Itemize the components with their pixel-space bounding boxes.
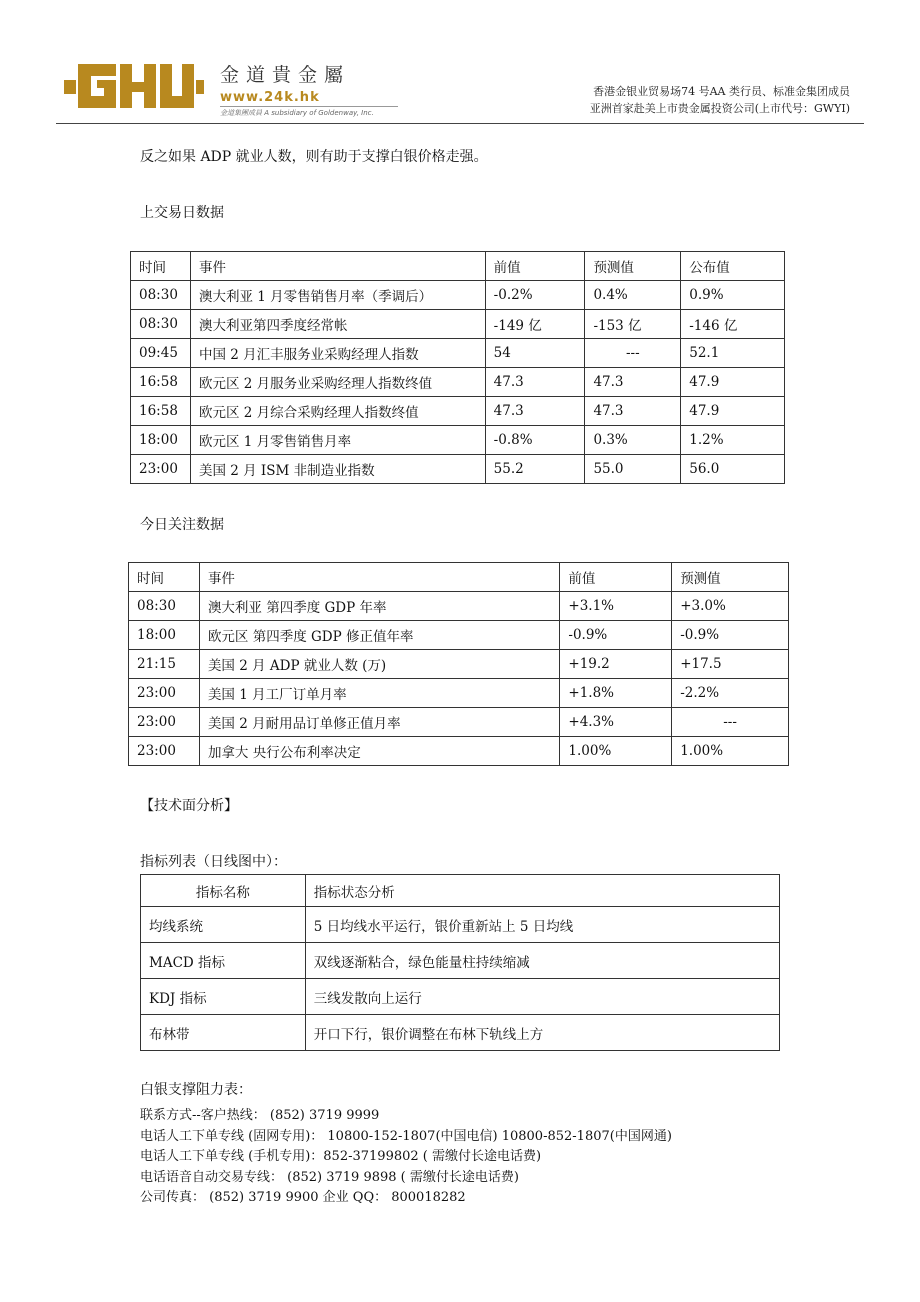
- table-row: [131, 339, 785, 368]
- table-cell: -0.8%: [485, 426, 585, 455]
- table-cell: 16:58: [131, 397, 191, 426]
- table-cell: 中国 2 月汇丰服务业采购经理人指数: [190, 339, 485, 368]
- table-cell: +19.2: [560, 650, 672, 679]
- contact-line: 公司传真： (852) 3719 9900 企业 QQ： 800018282: [140, 1190, 466, 1205]
- table-cell: 0.9%: [681, 281, 785, 310]
- table-row: [131, 281, 785, 310]
- table-cell: 欧元区 1 月零售销售月率: [190, 426, 485, 455]
- table-row: [141, 943, 780, 979]
- table-header-cell: 预测值: [585, 252, 681, 281]
- table-header-row: [129, 563, 789, 592]
- table-header-cell: 事件: [190, 252, 485, 281]
- table-row: [131, 426, 785, 455]
- table-row: [141, 979, 780, 1015]
- today-table: [128, 562, 789, 766]
- table-cell: 54: [485, 339, 585, 368]
- table-cell: -0.9%: [560, 621, 672, 650]
- table-row: [129, 621, 789, 650]
- table-cell: 5 日均线水平运行，银价重新站上 5 日均线: [305, 907, 779, 943]
- table-cell: +3.1%: [560, 592, 672, 621]
- table-cell: -0.9%: [672, 621, 789, 650]
- table-row: [141, 907, 780, 943]
- table-header-row: [131, 252, 785, 281]
- table-cell: 0.3%: [585, 426, 681, 455]
- table-cell: -146 亿: [681, 310, 785, 339]
- table-cell: 52.1: [681, 339, 785, 368]
- table-cell: 16:58: [131, 368, 191, 397]
- table-row: [129, 679, 789, 708]
- table-cell: 21:15: [129, 650, 200, 679]
- brand-block: [220, 60, 398, 118]
- table-cell: 18:00: [129, 621, 200, 650]
- table-header-cell: 指标名称: [141, 875, 306, 907]
- tech-title: 【技术面分析】: [140, 798, 238, 814]
- company-logo: [64, 58, 204, 114]
- indicator-list-title: 指标列表（日线图中）：: [140, 854, 287, 870]
- table-row: [131, 368, 785, 397]
- header-info-line-1: 香港金银业贸易场74 号AA 类行员、标准金集团成员: [593, 85, 850, 98]
- table-cell: 1.00%: [560, 737, 672, 766]
- table-cell: 47.9: [681, 368, 785, 397]
- contact-line: 电话语音自动交易专线： (852) 3719 9898 ( 需缴付长途电话费): [140, 1169, 519, 1185]
- table-cell: 0.4%: [585, 281, 681, 310]
- table-cell: 23:00: [129, 737, 200, 766]
- table-row: [131, 455, 785, 484]
- table-cell: 澳大利亚 第四季度 GDP 年率: [199, 592, 559, 621]
- table-row: [129, 650, 789, 679]
- table-cell: 布林带: [141, 1015, 306, 1051]
- table-cell: 欧元区 2 月服务业采购经理人指数终值: [190, 368, 485, 397]
- table-cell: 47.3: [585, 368, 681, 397]
- table-cell: 均线系统: [141, 907, 306, 943]
- table-cell: 欧元区 2 月综合采购经理人指数终值: [190, 397, 485, 426]
- table-cell: -149 亿: [485, 310, 585, 339]
- table-cell: +17.5: [672, 650, 789, 679]
- intro-text: 反之如果 ADP 就业人数，则有助于支撑白银价格走强。: [140, 149, 488, 165]
- prev-day-title: 上交易日数据: [140, 205, 224, 221]
- table-cell: 加拿大 央行公布利率决定: [199, 737, 559, 766]
- prev-day-table: [130, 251, 785, 484]
- table-cell: 23:00: [131, 455, 191, 484]
- today-title: 今日关注数据: [140, 517, 224, 533]
- brand-subtitle: 金道集團成員 A subsidiary of Goldenway, Inc.: [220, 106, 398, 118]
- table-cell: 澳大利亚第四季度经常帐: [190, 310, 485, 339]
- brand-name: 金道貴金屬: [220, 64, 351, 86]
- table-cell: 欧元区 第四季度 GDP 修正值年率: [199, 621, 559, 650]
- brand-url[interactable]: www.24k.hk: [220, 90, 320, 105]
- table-row: [131, 310, 785, 339]
- table-row: [141, 1015, 780, 1051]
- table-cell: 双线逐渐粘合，绿色能量柱持续缩减: [305, 943, 779, 979]
- table-cell: 美国 2 月 ISM 非制造业指数: [190, 455, 485, 484]
- table-header-cell: 时间: [131, 252, 191, 281]
- table-header-cell: 指标状态分析: [305, 875, 779, 907]
- table-cell: 47.3: [585, 397, 681, 426]
- contact-line: 联系方式--客户热线： (852) 3719 9999: [140, 1108, 380, 1123]
- table-cell: 56.0: [681, 455, 785, 484]
- table-cell: 23:00: [129, 679, 200, 708]
- contact-block: [140, 1106, 672, 1209]
- table-cell: +3.0%: [672, 592, 789, 621]
- support-resistance-title: 白银支撑阻力表：: [140, 1082, 252, 1098]
- table-cell: 美国 2 月 ADP 就业人数 (万): [199, 650, 559, 679]
- table-cell: 08:30: [131, 310, 191, 339]
- table-cell: 三线发散向上运行: [305, 979, 779, 1015]
- table-cell: KDJ 指标: [141, 979, 306, 1015]
- table-cell: 55.2: [485, 455, 585, 484]
- table-row: [129, 592, 789, 621]
- header-info: [590, 83, 850, 117]
- table-cell: 09:45: [131, 339, 191, 368]
- table-row: [131, 397, 785, 426]
- table-cell: ---: [585, 339, 681, 368]
- table-row: [129, 737, 789, 766]
- table-header-cell: 前值: [485, 252, 585, 281]
- table-header-row: [141, 875, 780, 907]
- table-cell: 47.3: [485, 368, 585, 397]
- indicator-table: [140, 874, 780, 1051]
- table-cell: -153 亿: [585, 310, 681, 339]
- table-cell: 开口下行，银价调整在布林下轨线上方: [305, 1015, 779, 1051]
- table-header-cell: 事件: [199, 563, 559, 592]
- table-cell: 47.9: [681, 397, 785, 426]
- table-cell: 47.3: [485, 397, 585, 426]
- table-header-cell: 前值: [560, 563, 672, 592]
- table-header-cell: 预测值: [672, 563, 789, 592]
- table-cell: +1.8%: [560, 679, 672, 708]
- contact-line: 电话人工下单专线 (手机专用)：852-37199802 ( 需缴付长途电话费): [140, 1149, 542, 1164]
- table-cell: 1.00%: [672, 737, 789, 766]
- header-divider: [56, 123, 864, 124]
- table-header-cell: 时间: [129, 563, 200, 592]
- table-cell: ---: [672, 708, 789, 737]
- table-cell: 美国 2 月耐用品订单修正值月率: [199, 708, 559, 737]
- table-cell: 55.0: [585, 455, 681, 484]
- table-cell: 08:30: [131, 281, 191, 310]
- header-info-line-2: 亚洲首家赴美上市贵金属投资公司(上市代号：GWYI): [589, 102, 850, 115]
- table-cell: 23:00: [129, 708, 200, 737]
- table-cell: MACD 指标: [141, 943, 306, 979]
- table-cell: 18:00: [131, 426, 191, 455]
- table-row: [129, 708, 789, 737]
- table-cell: +4.3%: [560, 708, 672, 737]
- table-cell: -2.2%: [672, 679, 789, 708]
- table-cell: 美国 1 月工厂订单月率: [199, 679, 559, 708]
- table-header-cell: 公布值: [681, 252, 785, 281]
- contact-line: 电话人工下单专线 (固网专用)： 10800-152-1807(中国电信) 10800-852-1807(中国网通): [140, 1128, 672, 1144]
- table-cell: 08:30: [129, 592, 200, 621]
- table-cell: 1.2%: [681, 426, 785, 455]
- table-cell: -0.2%: [485, 281, 585, 310]
- table-cell: 澳大利亚 1 月零售销售月率（季调后）: [190, 281, 485, 310]
